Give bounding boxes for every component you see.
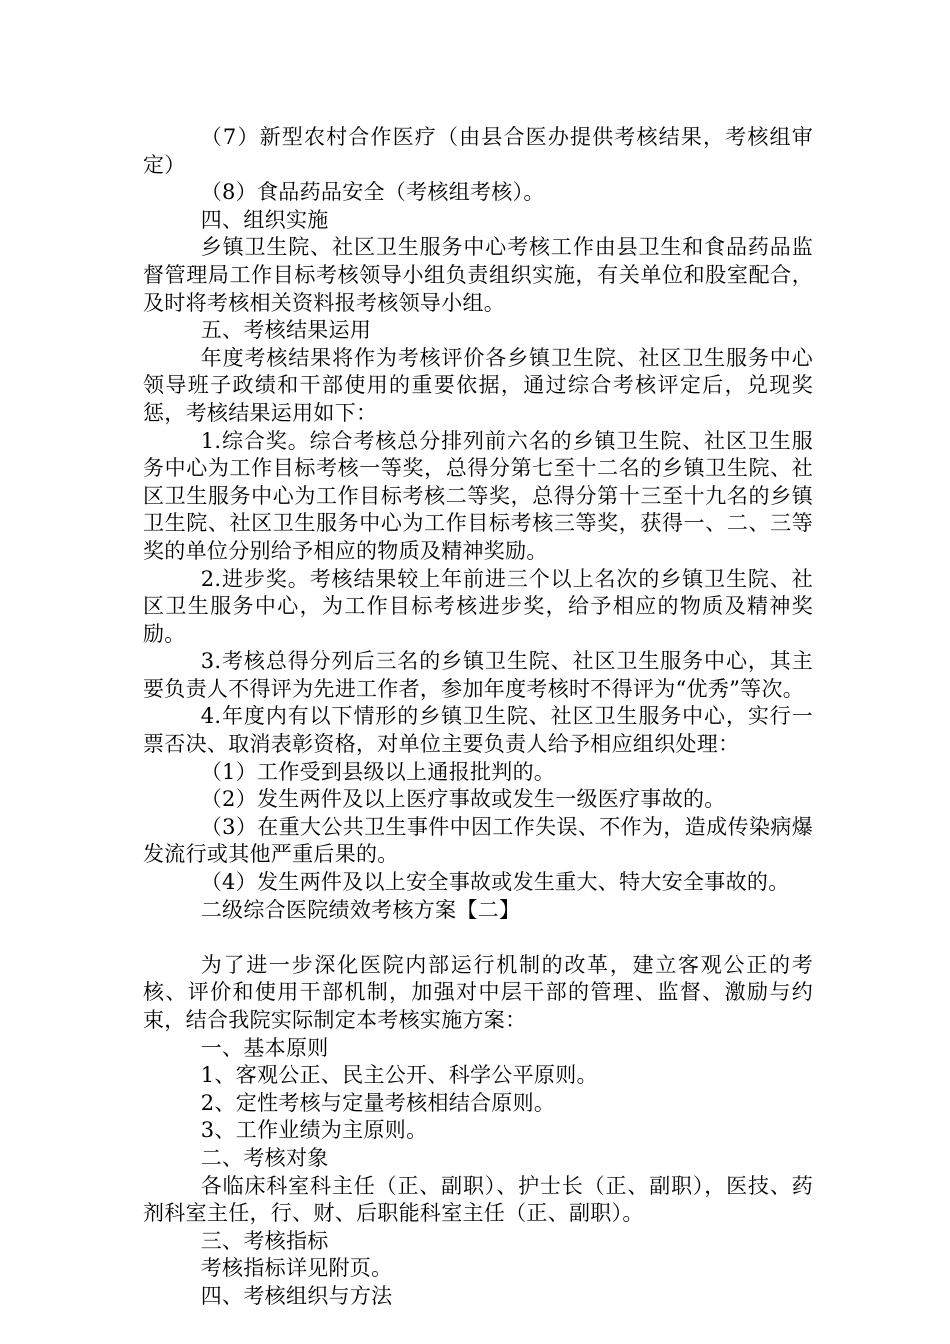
section-heading-organization: 四、组织实施: [200, 207, 329, 232]
paragraph-veto-item-4: （4）发生两件及以上安全事故或发生重大、特大安全事故的。: [200, 870, 790, 895]
paragraph-assessment-targets-body: 各临床科室科主任（正、副职）、护士长（正、副职），医技、药剂科室主任，行、财、后职能科室主任（正、副职）。: [143, 1173, 813, 1226]
paragraph-principle-1: 1、客观公正、民主公开、科学公平原则。: [200, 1063, 598, 1088]
document-title-part-two: 二级综合医院绩效考核方案【二】: [200, 897, 521, 922]
section-heading-basic-principles: 一、基本原则: [200, 1035, 329, 1060]
document-body: [143, 124, 813, 1311]
paragraph-bottom-three: 3.考核总得分列后三名的乡镇卫生院、社区卫生服务中心，其主要负责人不得评为先进工作者，参加年度考核时不得评为“优秀”等次。: [143, 649, 813, 701]
paragraph-veto-item-3: （3）在重大公共卫生事件中因工作失误、不作为，造成传染病爆发流行或其他严重后果的。: [143, 814, 813, 867]
paragraph-progress-award: 2.进步奖。考核结果较上年前进三个以上名次的乡镇卫生院、社区卫生服务中心，为工作目标考核进步奖，给予相应的物质及精神奖励。: [143, 566, 813, 646]
paragraph-veto-item-2: （2）发生两件及以上医疗事故或发生一级医疗事故的。: [200, 787, 726, 812]
paragraph-item-8-food-drug-safety: （8）食品药品安全（考核组考核）。: [200, 180, 545, 205]
paragraph-intro-part-two: 为了进一步深化医院内部运行机制的改革，建立客观公正的考核、评价和使用干部机制，加强对中层干部的管理、监督、激励与约束，结合我院实际制定本考核实施方案：: [143, 952, 813, 1032]
paragraph-veto-item-1: （1）工作受到县级以上通报批判的。: [200, 759, 556, 784]
section-heading-assessment-targets: 二、考核对象: [200, 1145, 329, 1170]
paragraph-assessment-indicators-body: 考核指标详见附页。: [200, 1256, 393, 1281]
section-heading-results-usage: 五、考核结果运用: [200, 318, 372, 343]
section-heading-organization-methods: 四、考核组织与方法: [200, 1283, 393, 1308]
paragraph-comprehensive-award: 1.综合奖。综合考核总分排列前六名的乡镇卫生院、社区卫生服务中心为工作目标考核一等奖，总得分第七至十二名的乡镇卫生院、社区卫生服务中心为工作目标考核二等奖，总得分第十三至十九名的乡镇卫生院、社区卫生服务中心为工作目标考核三等奖，获得一、二、三等奖的单位分别给予相应的物质及精神奖励。: [143, 428, 813, 563]
paragraph-results-usage-body: 年度考核结果将作为考核评价各乡镇卫生院、社区卫生服务中心领导班子政绩和干部使用的重要依据，通过综合考核评定后，兑现奖惩，考核结果运用如下：: [143, 345, 813, 425]
paragraph-principle-3: 3、工作业绩为主原则。: [200, 1118, 428, 1143]
paragraph-veto-conditions: 4.年度内有以下情形的乡镇卫生院、社区卫生服务中心，实行一票否决、取消表彰资格，对单位主要负责人给予相应组织处理：: [143, 704, 813, 757]
blank-line: [143, 924, 813, 952]
section-heading-assessment-indicators: 三、考核指标: [200, 1228, 329, 1253]
paragraph-principle-2: 2、定性考核与定量考核相结合原则。: [200, 1090, 556, 1115]
paragraph-organization-body: 乡镇卫生院、社区卫生服务中心考核工作由县卫生和食品药品监督管理局工作目标考核领导小组负责组织实施，有关单位和股室配合，及时将考核相关资料报考核领导小组。: [143, 235, 813, 315]
paragraph-item-7-rural-coop-medical: （7）新型农村合作医疗（由县合医办提供考核结果，考核组审定）: [143, 125, 813, 177]
